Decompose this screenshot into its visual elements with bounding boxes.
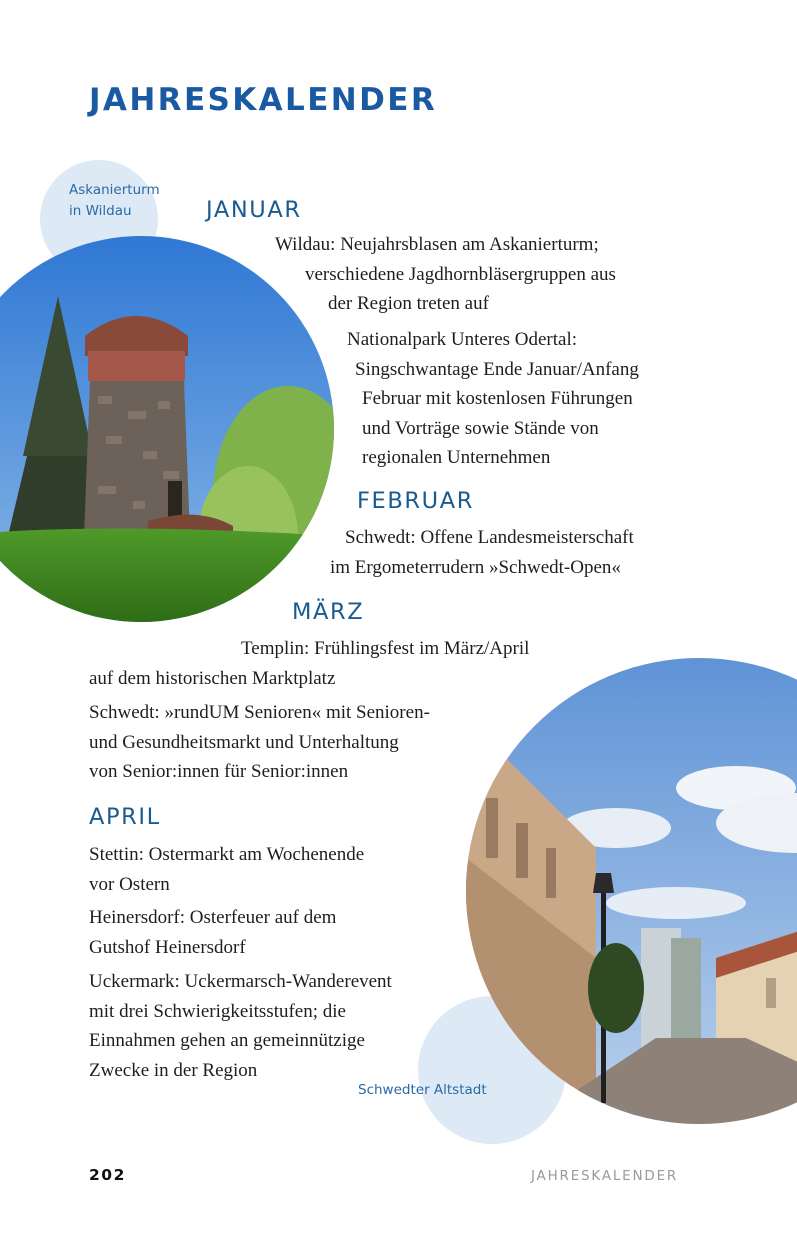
month-heading-maerz: MÄRZ xyxy=(292,599,365,625)
event-entry: Nationalpark Unteres Odertal: Singschwantage Ende Januar/Anfang Februar mit kostenlosen Führungen und Vorträge sowie Stände von regionalen Unternehmen xyxy=(347,329,639,468)
running-header: JAHRESKALENDER xyxy=(531,1168,679,1184)
month-heading-april: APRIL xyxy=(89,804,161,830)
event-entry: Schwedt: »rundUM Senioren« mit Senioren- und Gesundheitsmarkt und Unterhaltung von Senior:innen für Senior:innen xyxy=(89,702,430,782)
image-caption-altstadt: Schwedter Altstadt xyxy=(358,1082,487,1098)
month-heading-februar: FEBRUAR xyxy=(357,488,474,514)
page-title: JAHRESKALENDER xyxy=(89,82,438,118)
month-heading-januar: JANUAR xyxy=(206,197,302,223)
event-entry: Schwedt: Offene Landesmeisterschaft im Ergometerrudern »Schwedt-Open« xyxy=(330,527,634,578)
event-entry: Wildau: Neujahrsblasen am Askanierturm; verschiedene Jagdhornbläsergruppen aus der Region treten auf xyxy=(275,234,616,314)
page-number: 202 xyxy=(89,1166,126,1184)
image-caption-askanierturm: Askanierturm in Wildau xyxy=(69,182,160,219)
event-entry: Templin: Frühlingsfest im März/April auf dem historischen Marktplatz xyxy=(89,638,530,689)
event-entry: Uckermark: Uckermarsch-Wanderevent mit drei Schwierigkeitsstufen; die Einnahmen gehen an gemeinnützige Zwecke in der Region xyxy=(89,971,392,1081)
event-entry: Heinersdorf: Osterfeuer auf dem Gutshof Heinersdorf xyxy=(89,907,337,958)
event-entry: Stettin: Ostermarkt am Wochenende vor Ostern xyxy=(89,844,365,895)
